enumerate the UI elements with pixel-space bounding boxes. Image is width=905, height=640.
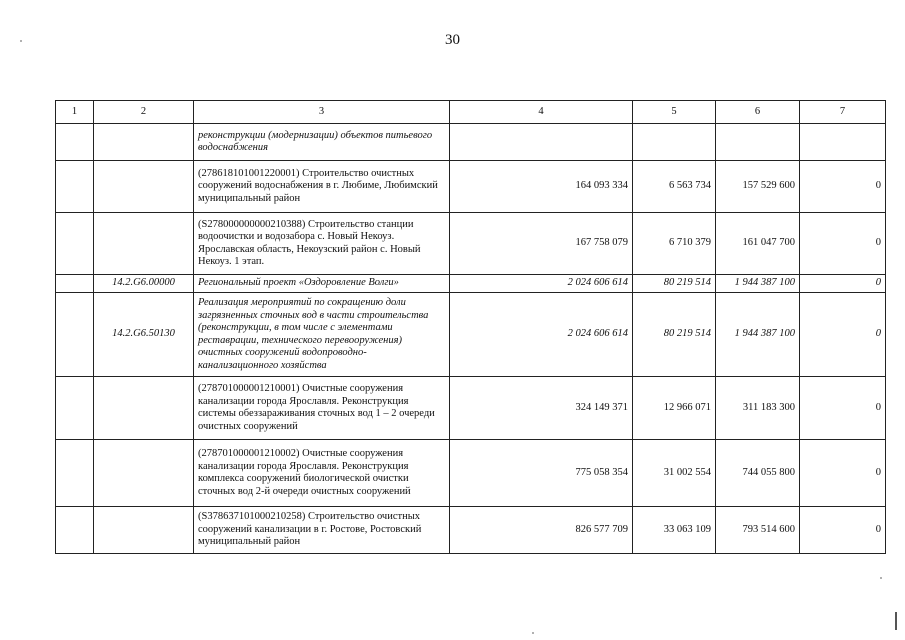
amount-col5-cell bbox=[633, 124, 716, 161]
header-cell: 7 bbox=[800, 101, 886, 124]
description-cell: Региональный проект «Оздоровление Волги» bbox=[194, 275, 450, 293]
description-cell: (278701000001210002) Очистные сооружения канализации города Ярославля. Реконструкция комплекса сооружений биологической очистки сточных вод 2-й очереди очистных сооружений bbox=[194, 440, 450, 507]
table-row bbox=[56, 377, 886, 440]
description-cell: (278618101001220001) Строительство очистных сооружений водоснабжения в г. Любиме, Любимский муниципальный район bbox=[194, 161, 450, 213]
page-number: 30 bbox=[445, 32, 460, 48]
amount-col7-cell: 0 bbox=[800, 377, 886, 440]
row-number-cell bbox=[56, 213, 94, 275]
amount-col5-cell: 33 063 109 bbox=[633, 507, 716, 554]
table-header-row bbox=[56, 101, 886, 124]
header-cell: 6 bbox=[716, 101, 800, 124]
amount-col7-cell: 0 bbox=[800, 440, 886, 507]
total-amount-cell: 826 577 709 bbox=[450, 507, 633, 554]
scan-speck bbox=[532, 632, 534, 634]
amount-col7-cell: 0 bbox=[800, 275, 886, 293]
description-cell: Реализация мероприятий по сокращению доли загрязненных сточных вод в части строительства (реконструкции, в том числе с элементами реставрации, технического перевооружения) очистных сооружений водопроводно-канализационного хозяйства bbox=[194, 293, 450, 377]
budget-table bbox=[55, 100, 886, 554]
code-cell bbox=[94, 377, 194, 440]
amount-col5-cell: 80 219 514 bbox=[633, 275, 716, 293]
total-amount-cell bbox=[450, 124, 633, 161]
row-number-cell bbox=[56, 293, 94, 377]
amount-col7-cell: 0 bbox=[800, 507, 886, 554]
table-row bbox=[56, 124, 886, 161]
description-cell: (278701000001210001) Очистные сооружения канализации города Ярославля. Реконструкция системы обеззараживания сточных вод 1 – 2 очереди очистных сооружений bbox=[194, 377, 450, 440]
amount-col6-cell: 161 047 700 bbox=[716, 213, 800, 275]
amount-col6-cell: 744 055 800 bbox=[716, 440, 800, 507]
amount-col6-cell: 311 183 300 bbox=[716, 377, 800, 440]
code-cell bbox=[94, 507, 194, 554]
row-number-cell bbox=[56, 124, 94, 161]
table-row bbox=[56, 440, 886, 507]
total-amount-cell: 164 093 334 bbox=[450, 161, 633, 213]
description-cell: (S378637101000210258) Строительство очистных сооружений канализации в г. Ростове, Ростовский муниципальный район bbox=[194, 507, 450, 554]
total-amount-cell: 775 058 354 bbox=[450, 440, 633, 507]
code-cell: 14.2.G6.00000 bbox=[94, 275, 194, 293]
table-row bbox=[56, 275, 886, 293]
amount-col6-cell: 1 944 387 100 bbox=[716, 275, 800, 293]
table-row bbox=[56, 293, 886, 377]
row-number-cell bbox=[56, 377, 94, 440]
amount-col5-cell: 6 563 734 bbox=[633, 161, 716, 213]
code-cell bbox=[94, 213, 194, 275]
scan-speck bbox=[20, 40, 22, 42]
total-amount-cell: 324 149 371 bbox=[450, 377, 633, 440]
amount-col5-cell: 31 002 554 bbox=[633, 440, 716, 507]
amount-col7-cell bbox=[800, 124, 886, 161]
header-cell: 5 bbox=[633, 101, 716, 124]
row-number-cell bbox=[56, 440, 94, 507]
amount-col6-cell: 157 529 600 bbox=[716, 161, 800, 213]
amount-col7-cell: 0 bbox=[800, 161, 886, 213]
code-cell bbox=[94, 440, 194, 507]
total-amount-cell: 2 024 606 614 bbox=[450, 293, 633, 377]
table-row bbox=[56, 161, 886, 213]
code-cell bbox=[94, 161, 194, 213]
margin-mark bbox=[895, 612, 897, 630]
scan-speck bbox=[880, 577, 882, 579]
header-cell: 2 bbox=[94, 101, 194, 124]
amount-col6-cell bbox=[716, 124, 800, 161]
code-cell bbox=[94, 124, 194, 161]
header-cell: 1 bbox=[56, 101, 94, 124]
amount-col5-cell: 12 966 071 bbox=[633, 377, 716, 440]
row-number-cell bbox=[56, 507, 94, 554]
amount-col7-cell: 0 bbox=[800, 213, 886, 275]
row-number-cell bbox=[56, 161, 94, 213]
table-row bbox=[56, 213, 886, 275]
amount-col6-cell: 793 514 600 bbox=[716, 507, 800, 554]
table-row bbox=[56, 507, 886, 554]
amount-col5-cell: 6 710 379 bbox=[633, 213, 716, 275]
description-cell: реконструкции (модернизации) объектов питьевого водоснабжения bbox=[194, 124, 450, 161]
amount-col6-cell: 1 944 387 100 bbox=[716, 293, 800, 377]
total-amount-cell: 2 024 606 614 bbox=[450, 275, 633, 293]
row-number-cell bbox=[56, 275, 94, 293]
code-cell: 14.2.G6.50130 bbox=[94, 293, 194, 377]
amount-col7-cell: 0 bbox=[800, 293, 886, 377]
header-cell: 4 bbox=[450, 101, 633, 124]
description-cell: (S278000000000210388) Строительство станции водоочистки и водозабора с. Новый Некоуз. Ярославская область, Некоузский район с. Новый Некоуз. 1 этап. bbox=[194, 213, 450, 275]
amount-col5-cell: 80 219 514 bbox=[633, 293, 716, 377]
total-amount-cell: 167 758 079 bbox=[450, 213, 633, 275]
header-cell: 3 bbox=[194, 101, 450, 124]
